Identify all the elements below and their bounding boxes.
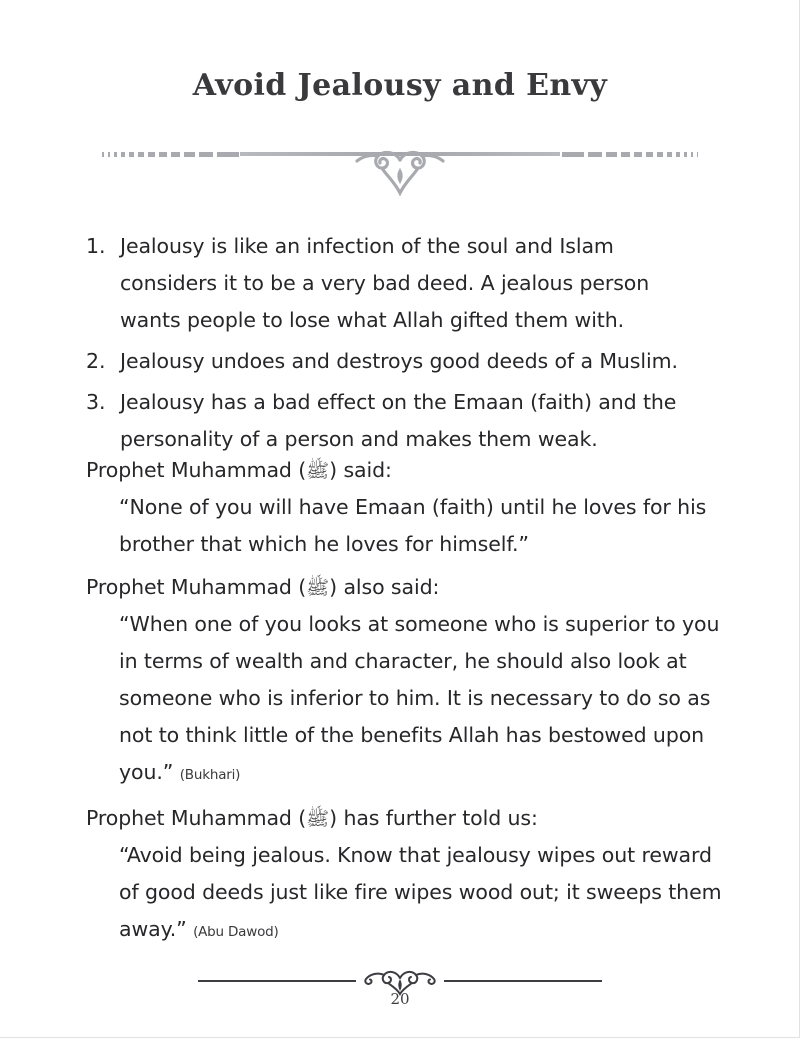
attribution-line xyxy=(86,800,726,836)
quote-block xyxy=(86,489,726,563)
sallallahu-alayhi-wasallam-icon: ﷺ xyxy=(306,808,330,830)
top-divider xyxy=(100,140,700,196)
attribution-suffix: ) has further told us: xyxy=(329,806,538,830)
footer-rule-right xyxy=(444,980,602,982)
attribution-prefix: Prophet Muhammad ( xyxy=(86,575,307,599)
page-footer xyxy=(0,958,800,1018)
divider-dashes-left xyxy=(100,151,241,157)
footer-rule-left xyxy=(198,980,356,982)
quote-block xyxy=(86,837,726,951)
divider-dashes-right xyxy=(560,151,701,157)
list-item xyxy=(86,228,716,339)
quote-text: “None of you will have Emaan (faith) until he loves for his brother that which he loves for himself.” xyxy=(119,495,707,556)
list-item xyxy=(86,343,716,380)
list-item-text: Jealousy undoes and destroys good deeds of a Muslim. xyxy=(120,349,678,373)
attribution-suffix: ) also said: xyxy=(329,575,440,599)
quote-citation: (Bukhari) xyxy=(179,767,241,783)
list-item xyxy=(86,384,716,458)
quote-citation: (Abu Dawod) xyxy=(193,924,279,940)
quote-block xyxy=(86,606,726,794)
hadith-passages xyxy=(86,452,726,957)
list-item-text: Jealousy has a bad effect on the Emaan (faith) and the personality of a person and makes them weak. xyxy=(120,390,677,451)
attribution-line xyxy=(86,569,726,605)
list-item-text: Jealousy is like an infection of the soul and Islam considers it to be a very bad deed. A jealous person wants people to lose what Allah gifted them with. xyxy=(120,234,650,332)
sallallahu-alayhi-wasallam-icon: ﷺ xyxy=(306,460,330,482)
list-item-number: 1. xyxy=(86,234,106,258)
attribution-line xyxy=(86,452,726,488)
page-title: Avoid Jealousy and Envy xyxy=(192,68,608,103)
scroll-flourish-ornament-icon xyxy=(340,144,460,200)
quote-text: “When one of you looks at someone who is superior to you in terms of wealth and character, he should also look at someone who is inferior to him. It is necessary to do so as not to think little of the benefits Allah has bestowed upon you.” xyxy=(119,612,720,784)
sallallahu-alayhi-wasallam-icon: ﷺ xyxy=(306,577,330,599)
page-number: 20 xyxy=(390,990,410,1008)
attribution-suffix: ) said: xyxy=(329,458,392,482)
attribution-prefix: Prophet Muhammad ( xyxy=(86,458,307,482)
attribution-prefix: Prophet Muhammad ( xyxy=(86,806,307,830)
quote-text: “Avoid being jealous. Know that jealousy wipes out reward of good deeds just like fire wipes wood out; it sweeps them away.” xyxy=(119,843,722,941)
list-item-number: 2. xyxy=(86,349,106,373)
numbered-list xyxy=(86,228,716,462)
list-item-number: 3. xyxy=(86,390,106,414)
